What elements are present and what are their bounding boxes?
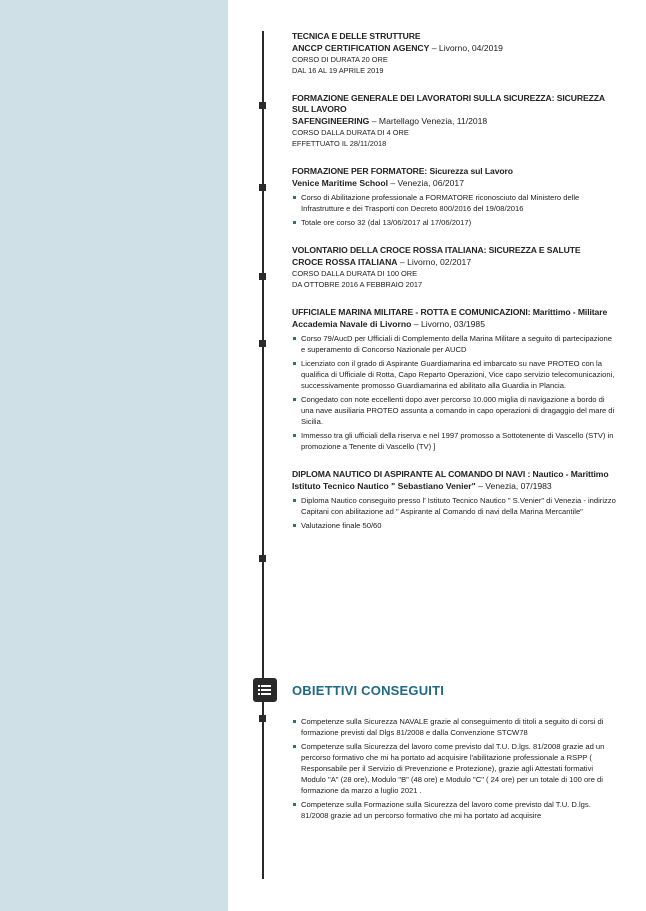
list-icon: [253, 678, 277, 702]
bullet-item: Valutazione finale 50/60: [292, 520, 616, 531]
org-place-date: – Livorno, 03/1985: [411, 319, 485, 329]
entry-meta: CORSO DALLA DURATA DI 4 ORE: [292, 128, 409, 137]
education-entry: [292, 307, 616, 452]
entry-title: UFFICIALE MARINA MILITARE - ROTTA E COMUNICAZIONI: Marittimo - Militare: [292, 307, 608, 317]
entry-organization: [292, 42, 616, 54]
entry-title: TECNICA E DELLE STRUTTURE: [292, 31, 421, 41]
entry-organization: [292, 177, 616, 189]
bullet-item: Licenziato con il grado di Aspirante Guardiamarina ed imbarcato su nave PROTEO con la qualifica di Ufficiale di Rotta, Capo Reparto Operazioni, Vice capo servizio telecomunicazioni, successivamente promosso Guardiamarina ed abilitato alla Guardia in Plancia.: [292, 358, 616, 391]
entry-title: VOLONTARIO DELLA CROCE ROSSA ITALIANA: SICUREZZA E SALUTE: [292, 245, 581, 255]
timeline-marker: [259, 555, 266, 562]
entry-meta: EFFETTUATO IL 28/11/2018: [292, 139, 387, 148]
entry-meta: CORSO DI DURATA 20 ORE: [292, 55, 388, 64]
entry-bullets: [292, 192, 616, 228]
org-place-date: – Livorno, 04/2019: [429, 43, 503, 53]
entry-bullets: [292, 495, 616, 531]
education-entry: [292, 93, 616, 149]
org-name: Venice Maritime School: [292, 178, 388, 188]
objectives-list: [292, 713, 616, 824]
bullet-item: Immesso tra gli ufficiali della riserva e nel 1997 promosso a Sottotenente di Vascello (STV) in promozione a Tenente di Vascello (TV) ]: [292, 430, 616, 452]
org-place-date: – Venezia, 07/1983: [475, 481, 552, 491]
education-entry: [292, 31, 616, 76]
org-name: SAFENGINEERING: [292, 116, 370, 126]
objectives-bullets: [292, 716, 616, 821]
org-place-date: – Livorno, 02/2017: [397, 257, 472, 267]
education-entry: [292, 245, 616, 290]
entry-organization: [292, 480, 616, 492]
timeline-line: [262, 31, 264, 879]
bullet-item: Corso di Abilitazione professionale a FORMATORE riconosciuto dal Ministero delle Infrastrutture e dei Trasporti con Decreto 800/2016 del 19/08/2016: [292, 192, 616, 214]
sidebar-panel: [0, 0, 228, 911]
org-name: Istituto Tecnico Nautico " Sebastiano Venier": [292, 481, 476, 491]
bullet-item: Competenze sulla Sicurezza del lavoro come previsto dal T.U. D.lgs. 81/2008 grazie ad un percorso formativo che mi ha portato ad acquisire l'abilitazione professionale a RSPP ( Responsabile per il Servizio di Prevenzione e Protezione), grazie agli Attestati formativi Modulo "A" (28 ore), Modulo "B" (48 ore) e Modulo "C" ( 24 ore) per un totale di 100 ore di formazione da marzo a luglio 2021 .: [292, 741, 616, 796]
bullet-item: Totale ore corso 32 (dal 13/06/2017 al 17/06/2017): [292, 217, 616, 228]
entry-organization: [292, 256, 616, 268]
bullet-item: Competenze sulla Formazione sulla Sicurezza del lavoro come previsto dal T.U. D.lgs. 81/2008 grazie ad un percorso formativo che mi ha portato ad acquisire: [292, 799, 616, 821]
education-entry: [292, 469, 616, 531]
org-name: Accademia Navale di Livorno: [292, 319, 412, 329]
org-place-date: – Venezia, 06/2017: [388, 178, 464, 188]
timeline-marker: [259, 102, 266, 109]
timeline-marker: [259, 340, 266, 347]
entry-meta: CORSO DALLA DURATA DI 100 ORE: [292, 269, 417, 278]
org-place-date: – Martellago Venezia, 11/2018: [369, 116, 488, 126]
org-name: CROCE ROSSA ITALIANA: [292, 257, 398, 267]
timeline-marker: [259, 273, 266, 280]
bullet-item: Competenze sulla Sicurezza NAVALE grazie al conseguimento di titoli a seguito di corsi di formazione previsti dal Dlgs 81/2008 e dalla Convenzione STCW78: [292, 716, 616, 738]
entry-title: FORMAZIONE GENERALE DEI LAVORATORI SULLA SICUREZZA: SICUREZZA SUL LAVORO: [292, 93, 605, 114]
timeline-marker: [259, 184, 266, 191]
education-entry: [292, 166, 616, 228]
entry-organization: [292, 318, 616, 330]
org-name: ANCCP CERTIFICATION AGENCY: [292, 43, 430, 53]
bullet-item: Corso 79/AucD per Ufficiali di Complemento della Marina Militare a seguito di partecipazione e superamento di Concorso Nazionale per AUCD: [292, 333, 616, 355]
bullet-item: Diploma Nautico conseguito presso l' Istituto Tecnico Nautico " S.Venier" di Venezia - indirizzo Capitani con abilitazione ad " Aspirante al Comando di navi della Marina Mercantile": [292, 495, 616, 517]
section-title: OBIETTIVI CONSEGUITI: [292, 683, 445, 698]
entry-organization: [292, 115, 616, 127]
entry-bullets: [292, 333, 616, 452]
entry-title: FORMAZIONE PER FORMATORE: Sicurezza sul Lavoro: [292, 166, 513, 176]
entry-title: DIPLOMA NAUTICO DI ASPIRANTE AL COMANDO DI NAVI : Nautico - Marittimo: [292, 469, 609, 479]
education-list: [292, 31, 616, 548]
entry-meta: DAL 16 AL 19 APRILE 2019: [292, 66, 384, 75]
timeline-marker: [259, 715, 266, 722]
bullet-item: Congedato con note eccellenti dopo aver percorso 10.000 miglia di navigazione a bordo di una nave ausiliaria PROTEO assunta a comando in capo operazioni di dragaggio del mare di Sicilia.: [292, 394, 616, 427]
entry-meta: DA OTTOBRE 2016 A FEBBRAIO 2017: [292, 280, 423, 289]
